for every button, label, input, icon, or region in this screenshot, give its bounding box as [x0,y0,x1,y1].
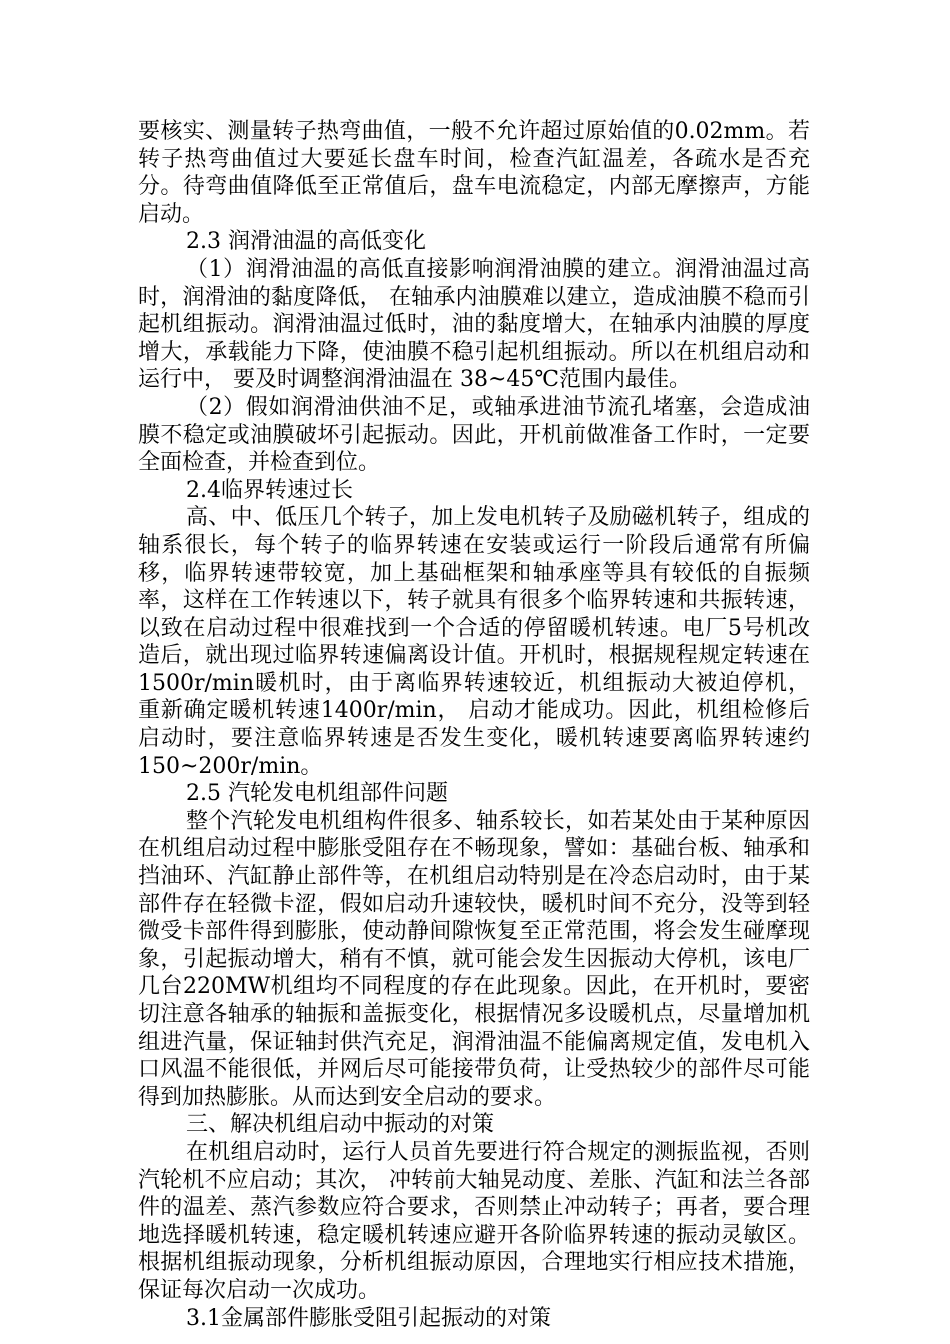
section-heading-2-3: 2.3 润滑油温的高低变化 [186,229,426,255]
section-heading-3-1: 3.1金属部件膨胀受阻引起振动的对策 [186,1305,551,1331]
section-heading-2-5: 2.5 汽轮发电机组部件问题 [186,781,448,807]
document-body [138,118,810,1332]
paragraph-countermeasures: 在机组启动时，运行人员首先要进行符合规定的测振监视，否则汽轮机不应启动；其次， 冲转前大轴晃动度、差胀、汽缸和法兰各部件的温差、蒸汽参数应符合要求，否则禁止冲动转子；再者，要合理地选择暖机转速，稳定暖机转速应避开各阶临界转速的振动灵敏区。根据机组振动现象，分析机组振动原因，合理地实行相应技术措施，保证每次启动一次成功。 [138,1139,810,1303]
paragraph-continued: 要核实、测量转子热弯曲值，一般不允许超过原始值的0.02mm。若转子热弯曲值过大要延长盘车时间，检查汽缸温差，各疏水是否充分。待弯曲值降低至正常值后，盘车电流稳定，内部无摩擦声，方能启动。 [138,119,810,227]
paragraph-oil-temp-1: （1）润滑油温的高低直接影响润滑油膜的建立。润滑油温过高时，润滑油的黏度降低， 在轴承内油膜难以建立，造成油膜不稳而引起机组振动。润滑油温过低时，油的黏度增大，在轴承内油膜的厚度增大，承载能力下降，使油膜不稳引起机组振动。所以在机组启动和运行中， 要及时调整润滑油温在 38~45℃范围内最佳。 [138,256,810,393]
paragraph-oil-temp-2: （2）假如润滑油供油不足，或轴承进油节流孔堵塞，会造成油膜不稳定或油膜破坏引起振动。因此，开机前做准备工作时，一定要全面检查，并检查到位。 [138,394,810,476]
paragraph-critical-speed: 高、中、低压几个转子，加上发电机转子及励磁机转子，组成的轴系很长，每个转子的临界转速在安装或运行一阶段后通常有所偏移，临界转速带较宽，加上基础框架和轴承座等具有较低的自振频率，这样在工作转速以下，转子就具有很多个临界转速和共振转速，以致在启动过程中很难找到一个合适的停留暖机转速。电厂5号机改造后，就出现过临界转速偏离设计值。开机时，根据规程规定转速在1500r/min暖机时，由于离临界转速较近，机组振动大被迫停机， 重新确定暖机转速1400r/min， 启动才能成功。因此，机组检修后启动时，要注意临界转速是否发生变化，暖机转速要离临界转速约150~200r/min。 [138,505,810,779]
section-heading-2-4: 2.4临界转速过长 [186,477,353,503]
section-heading-3: 三、解决机组启动中振动的对策 [186,1112,495,1138]
paragraph-unit-components: 整个汽轮发电机组构件很多、轴系较长，如若某处由于某种原因在机组启动过程中膨胀受阻存在不畅现象，譬如：基础台板、轴承和挡油环、汽缸静止部件等，在机组启动特别是在冷态启动时，由于某部件存在轻微卡涩，假如启动升速较快，暖机时间不充分，没等到轻微受卡部件得到膨胀，使动静间隙恢复至正常范围，将会发生碰摩现象，引起振动增大，稍有不慎，就可能会发生因振动大停机，该电厂几台220MW机组均不同程度的存在此现象。因此，在开机时，要密切注意各轴承的轴振和盖振变化，根据情况多设暖机点，尽量增加机组进汽量，保证轴封供汽充足，润滑油温不能偏离规定值，发电机入口风温不能很低，并网后尽可能接带负荷，让受热较少的部件尽可能得到加热膨胀。从而达到安全启动的要求。 [138,808,810,1110]
